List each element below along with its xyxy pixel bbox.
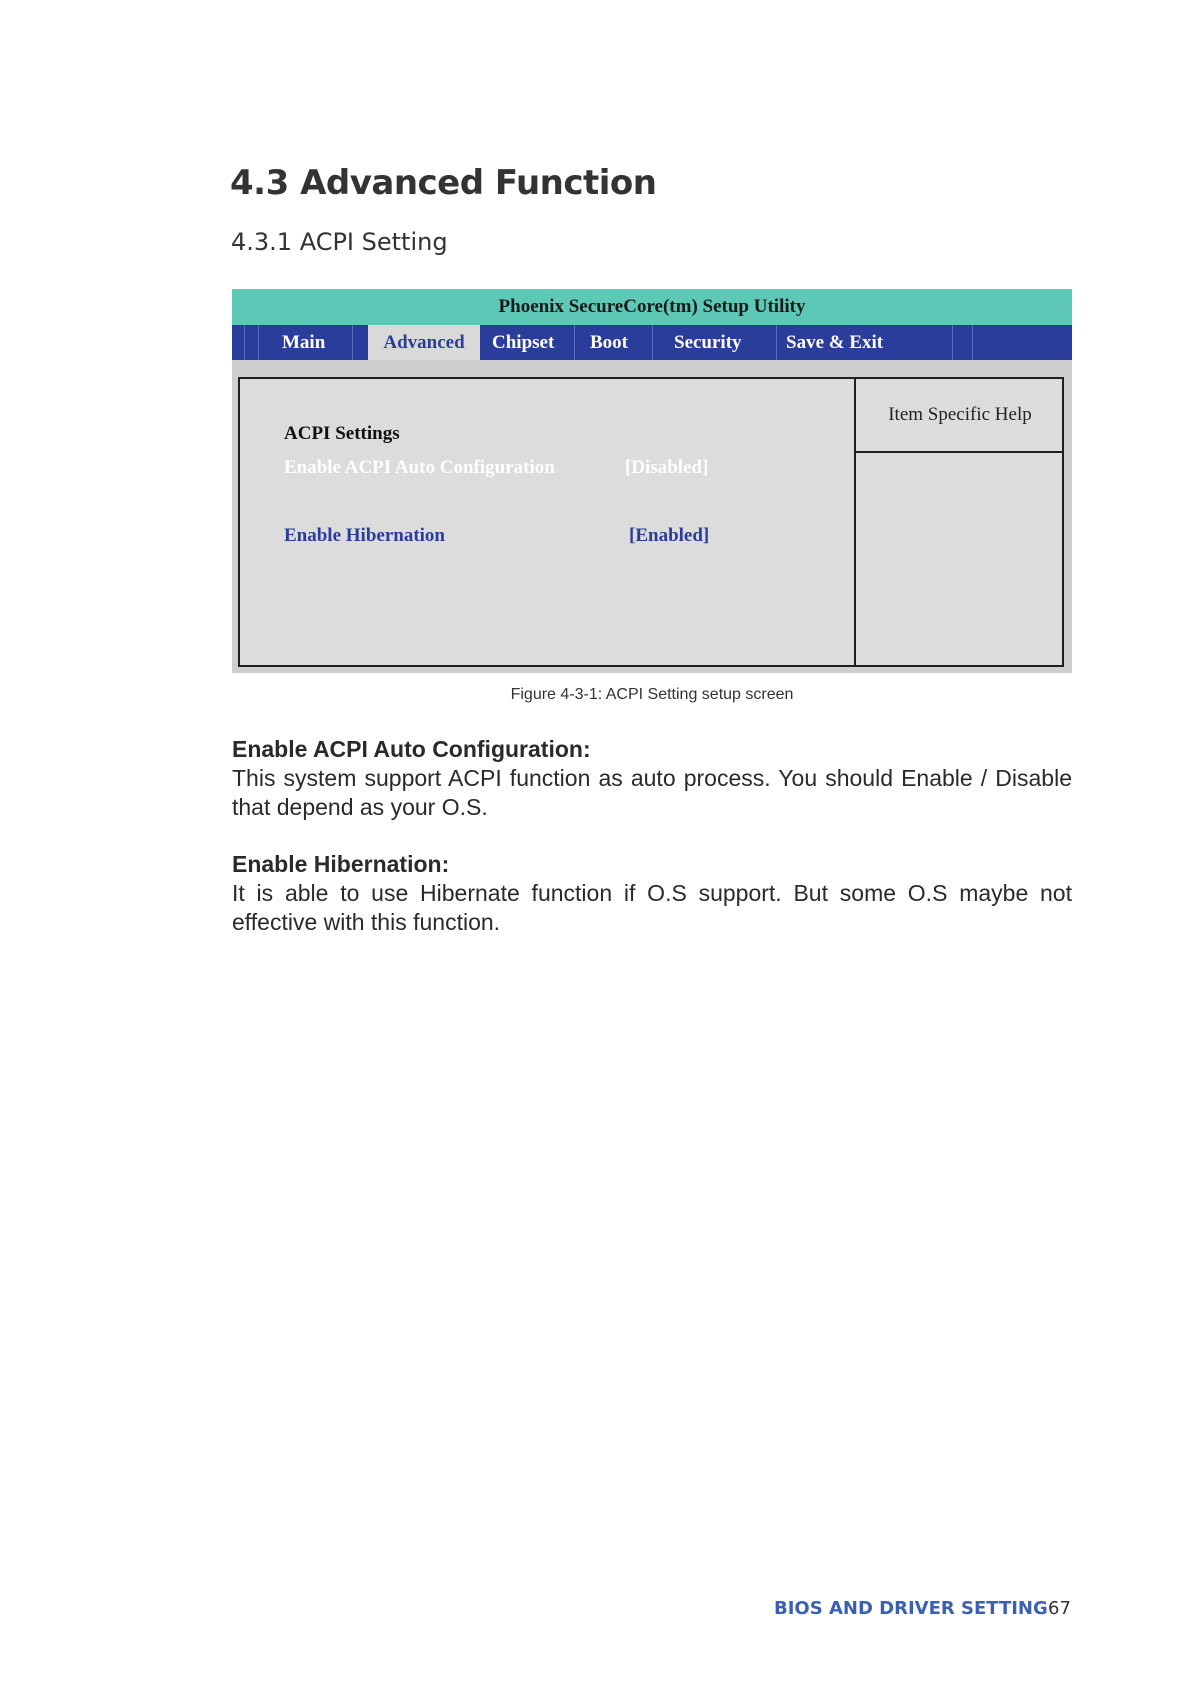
section-title: 4.3.1 ACPI Setting — [231, 228, 448, 256]
menu-separator — [352, 325, 353, 360]
setting-label-acpi-auto-config: Enable ACPI Auto Configuration — [284, 457, 555, 478]
bios-title-bar: Phoenix SecureCore(tm) Setup Utility — [232, 289, 1072, 325]
tab-security[interactable]: Security — [674, 332, 742, 353]
menu-separator — [258, 325, 259, 360]
page-title: 4.3 Advanced Function — [230, 163, 657, 203]
menu-separator — [574, 325, 575, 360]
description-text-acpi: This system support ACPI function as auto process. You should Enable / Disable that depend as your O.S. — [232, 765, 1072, 820]
setting-value-acpi-auto-config: [Disabled] — [625, 457, 709, 478]
settings-group-label: ACPI Settings — [284, 423, 400, 444]
menu-separator — [776, 325, 777, 360]
setting-value-hibernation[interactable]: [Enabled] — [629, 525, 710, 546]
menu-separator — [652, 325, 653, 360]
help-title: Item Specific Help — [856, 379, 1064, 453]
description-title-acpi: Enable ACPI Auto Configuration: — [232, 736, 591, 762]
menu-separator — [952, 325, 953, 360]
tab-main[interactable]: Main — [282, 332, 326, 353]
menu-separator — [972, 325, 973, 360]
bios-screenshot — [232, 289, 1072, 673]
description-text-hibernation: It is able to use Hibernate function if O.S support. But some O.S maybe not effective with this function. — [232, 880, 1072, 935]
figure-caption: Figure 4-3-1: ACPI Setting setup screen — [510, 686, 794, 703]
bios-settings-panel — [238, 377, 1064, 667]
page-number: 67 — [1048, 1598, 1071, 1619]
tab-save-exit[interactable]: Save & Exit — [786, 332, 884, 353]
help-panel — [854, 379, 1064, 665]
description-title-hibernation: Enable Hibernation: — [232, 851, 450, 877]
tab-boot[interactable]: Boot — [590, 332, 628, 353]
tab-chipset[interactable]: Chipset — [492, 332, 555, 353]
tab-advanced[interactable]: Advanced — [368, 325, 480, 360]
setting-label-hibernation[interactable]: Enable Hibernation — [284, 525, 445, 546]
footer-section-label: BIOS AND DRIVER SETTING — [774, 1598, 1048, 1619]
menu-separator — [244, 325, 245, 360]
